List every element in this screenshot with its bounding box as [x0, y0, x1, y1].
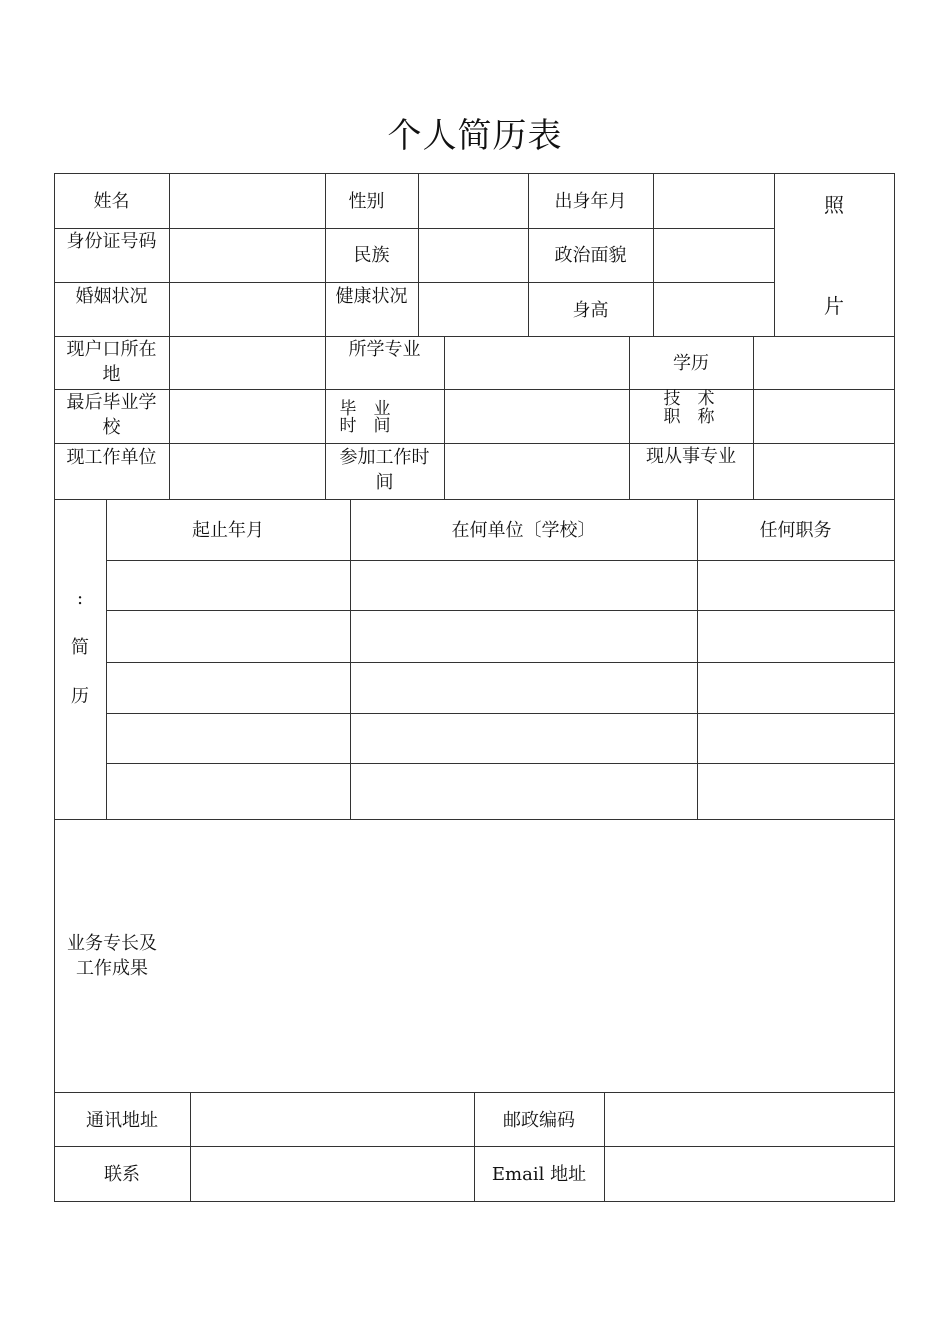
- political-status-label: 政治面貌: [554, 245, 627, 266]
- current-field-label: 现从事专业: [646, 446, 736, 467]
- row-divider: [106, 560, 895, 561]
- postcode-label: 邮政编码: [503, 1110, 575, 1131]
- col-divider: [444, 336, 445, 499]
- row-divider: [106, 662, 895, 663]
- column-header-position: 任何职务: [759, 520, 832, 541]
- workplace-label: 现工作单位: [66, 447, 157, 468]
- col-divider: [604, 1092, 605, 1202]
- photo-label-bottom: 片: [824, 294, 844, 318]
- col-divider: [190, 1092, 191, 1202]
- col-divider: [106, 499, 107, 819]
- school-label-line2: 校: [102, 417, 121, 438]
- name-label: 姓名: [93, 191, 130, 212]
- work-start-label-line1: 参加工作时: [339, 447, 430, 468]
- id-number-label: 身份证号码: [66, 231, 157, 252]
- mailing-address-label: 通讯地址: [86, 1110, 158, 1131]
- school-label-line1: 最后毕业学: [66, 392, 157, 413]
- resume-side-label-li: 历: [71, 686, 89, 707]
- tech-title-label-line1: 技 术: [663, 389, 715, 409]
- graduation-time-label-line1: 毕 业: [339, 399, 391, 419]
- achievements-label-line1: 业务专长及: [67, 933, 157, 954]
- col-divider: [753, 336, 754, 499]
- page-title: 个人简历表: [387, 116, 563, 156]
- col-divider: [418, 173, 419, 336]
- hukou-label-line1: 现户口所在: [66, 339, 157, 360]
- major-label: 所学专业: [348, 339, 421, 360]
- marital-status-label: 婚姻状况: [75, 286, 148, 307]
- resume-side-colon: :: [76, 588, 84, 609]
- height-label: 身高: [572, 300, 609, 321]
- tech-title-label-line2: 职 称: [663, 407, 715, 427]
- phone-label: 联系: [104, 1164, 140, 1185]
- column-header-period: 起止年月: [192, 520, 264, 541]
- ethnicity-label: 民族: [353, 245, 390, 266]
- work-start-label-line2: 间: [375, 472, 394, 493]
- row-divider: [106, 610, 895, 611]
- graduation-time-label-line2: 时 间: [339, 416, 391, 436]
- gender-label: 性别: [348, 191, 385, 212]
- row-divider: [54, 336, 895, 337]
- col-divider: [169, 336, 170, 499]
- col-divider: [169, 173, 170, 336]
- row-divider: [106, 713, 895, 714]
- row-divider: [54, 389, 895, 390]
- row-divider: [106, 763, 895, 764]
- row-divider: [54, 819, 895, 820]
- column-header-organization: 在何单位〔学校〕: [451, 520, 596, 541]
- hukou-label-line2: 地: [102, 364, 121, 385]
- row-divider: [54, 282, 774, 283]
- col-divider: [697, 499, 698, 819]
- row-divider: [54, 499, 895, 500]
- achievements-label-line2: 工作成果: [76, 958, 148, 979]
- email-label: Email 地址: [491, 1164, 587, 1185]
- table-border-right: [894, 173, 895, 1202]
- resume-side-label-jian: 简: [71, 637, 89, 658]
- photo-label-top: 照: [824, 193, 844, 217]
- col-divider: [350, 499, 351, 819]
- row-divider: [54, 443, 895, 444]
- col-divider: [653, 173, 654, 336]
- birth-date-label: 出身年月: [554, 191, 627, 212]
- health-status-label: 健康状况: [335, 286, 408, 307]
- education-label: 学历: [673, 353, 709, 374]
- table-border-top: [54, 173, 895, 174]
